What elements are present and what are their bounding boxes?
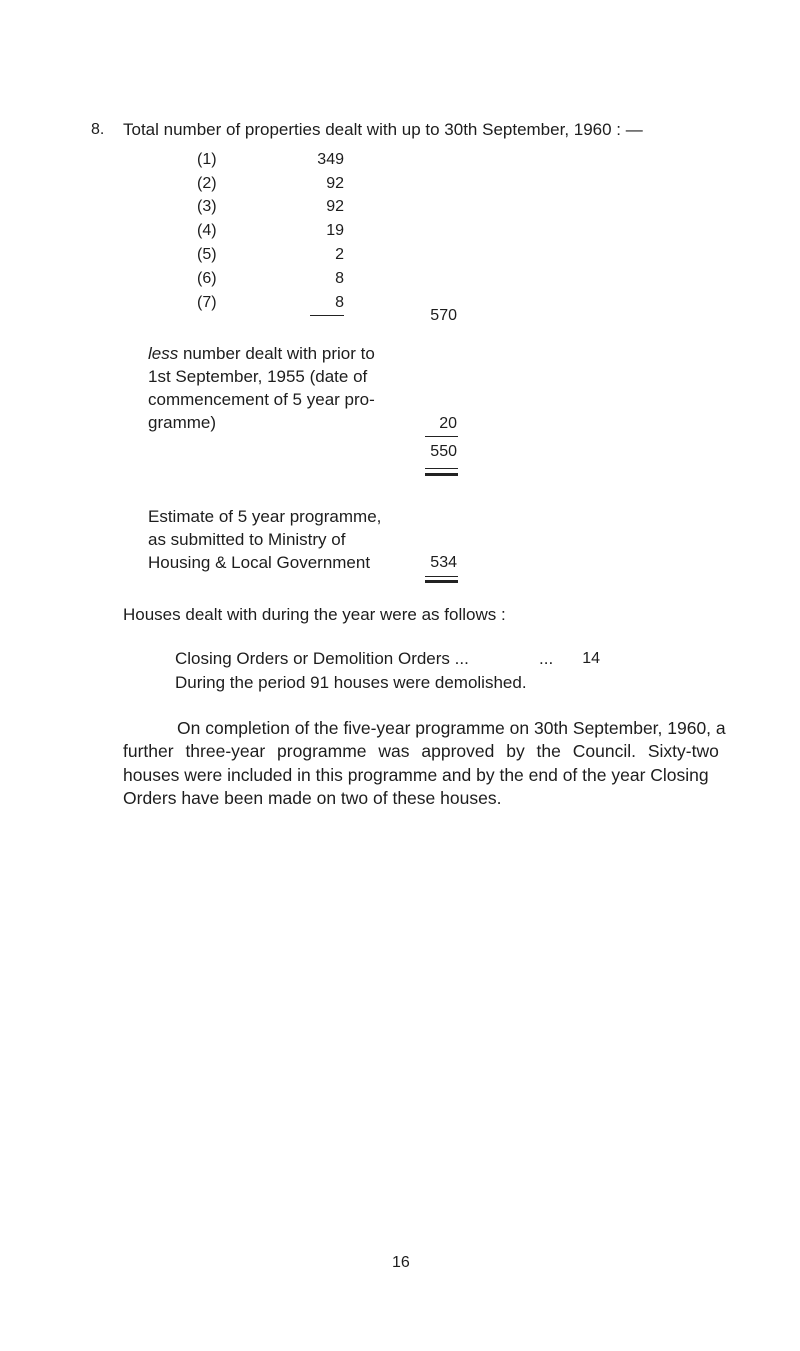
- completion-line-3: houses were included in this programme and by the end of the year Closing: [123, 765, 709, 785]
- section-number: 8.: [91, 121, 105, 138]
- item-label: (4): [197, 222, 217, 239]
- less-line-4: gramme): [148, 413, 217, 432]
- subtotal-value: 570: [430, 307, 457, 324]
- less-value: 20: [439, 415, 457, 432]
- less-line-1: [148, 344, 375, 364]
- less-line-3: commencement of 5 year pro-: [148, 390, 375, 409]
- estimate-line-3: Housing & Local Government: [148, 553, 371, 572]
- item-value: 19: [326, 222, 344, 239]
- item-label: (6): [197, 270, 217, 287]
- item-label: (7): [197, 294, 217, 311]
- net-total-double-rule-b: [425, 473, 458, 476]
- net-total-double-rule-a: [425, 468, 458, 469]
- item-value: 2: [335, 246, 344, 263]
- estimate-double-rule-b: [425, 580, 458, 583]
- houses-intro: Houses dealt with during the year were as follows :: [123, 605, 506, 624]
- item-value: 8: [335, 294, 344, 311]
- item-label: (5): [197, 246, 217, 263]
- item-value: 349: [317, 151, 344, 168]
- estimate-line-1: Estimate of 5 year programme,: [148, 507, 382, 526]
- items-sum-rule: [310, 315, 344, 316]
- completion-line-1: On completion of the five-year programme on 30th September, 1960, a: [177, 718, 726, 738]
- item-label: (2): [197, 175, 217, 192]
- section-heading: Total number of properties dealt with up to 30th September, 1960 : —: [123, 120, 643, 139]
- estimate-value: 534: [430, 554, 457, 571]
- item-value: 8: [335, 270, 344, 287]
- demolished-note: During the period 91 houses were demolished.: [175, 673, 527, 692]
- net-total-value: 550: [430, 443, 457, 460]
- less-line-2: 1st September, 1955 (date of: [148, 367, 368, 386]
- net-total-top-rule: [425, 436, 458, 437]
- estimate-line-2: as submitted to Ministry of: [148, 530, 346, 549]
- page-number: 16: [392, 1254, 410, 1271]
- item-value: 92: [326, 175, 344, 192]
- closing-orders-dots: ...: [539, 649, 554, 668]
- less-line-1-rest: number dealt with prior to: [178, 344, 375, 363]
- item-label: (1): [197, 151, 217, 168]
- completion-line-2: further three-year programme was approved by the Council. Sixty-two: [123, 741, 719, 761]
- estimate-double-rule-a: [425, 576, 458, 577]
- completion-line-4: Orders have been made on two of these houses.: [123, 788, 502, 808]
- closing-orders-label: Closing Orders or Demolition Orders ...: [175, 649, 469, 668]
- closing-orders-value: 14: [582, 650, 600, 667]
- item-label: (3): [197, 198, 217, 215]
- item-value: 92: [326, 198, 344, 215]
- less-italic: less: [148, 344, 179, 363]
